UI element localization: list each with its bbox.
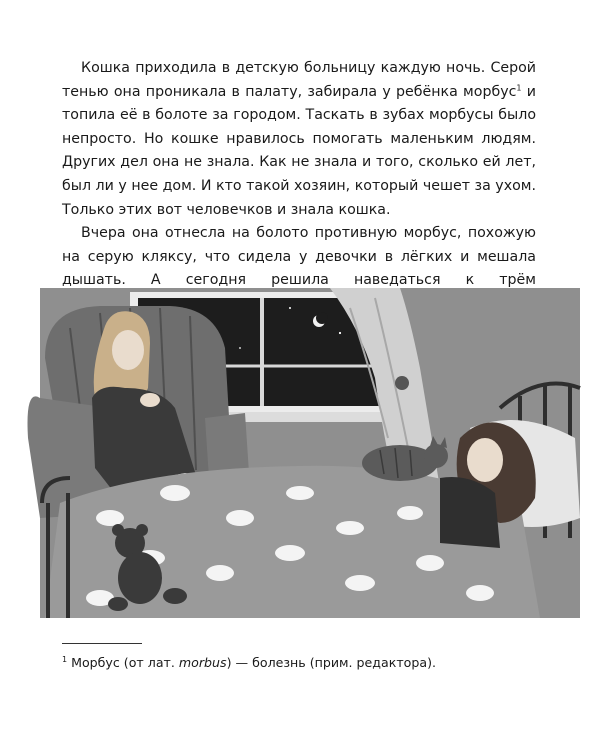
footnote-reference: 1: [516, 82, 522, 92]
paragraph-1: [62, 57, 536, 222]
footnote: [62, 654, 536, 672]
body-text: [62, 57, 536, 317]
footnote-latin-word: morbus: [178, 655, 227, 670]
footnote-number: 1: [62, 654, 68, 664]
paragraph-1-part-2: и топила её в болоте за городом. Таскать в зубах морбусы было непросто. Но кошке нравилось помогать маленьким людям. Других дел она не знала. Как не знала и того, сколько ей лет, был ли у нее дом. И кто такой хозяин, который чешет за ухом. Только этих вот человечков и знала кошка.: [62, 83, 537, 218]
paragraph-1-part-1: Кошка приходила в детскую больницу каждую ночь. Серой тенью она проникала в палату, забирала у ребёнка морбус: [62, 60, 536, 100]
paragraph-2: Вчера она отнесла на болото противную морбус, похожую на серую кляксу, что сидела у девочки в лёгких и мешала дышать. А сегодня решила наведаться к трём: [62, 225, 536, 289]
footnote-text-part-1: Морбус (от лат.: [71, 655, 179, 670]
footnote-text-part-2: ) — болезнь (прим. редактора).: [226, 655, 436, 670]
curtain-tie: [395, 376, 409, 390]
footnote-rule: [62, 643, 142, 644]
bedroom-illustration: [0, 288, 600, 618]
